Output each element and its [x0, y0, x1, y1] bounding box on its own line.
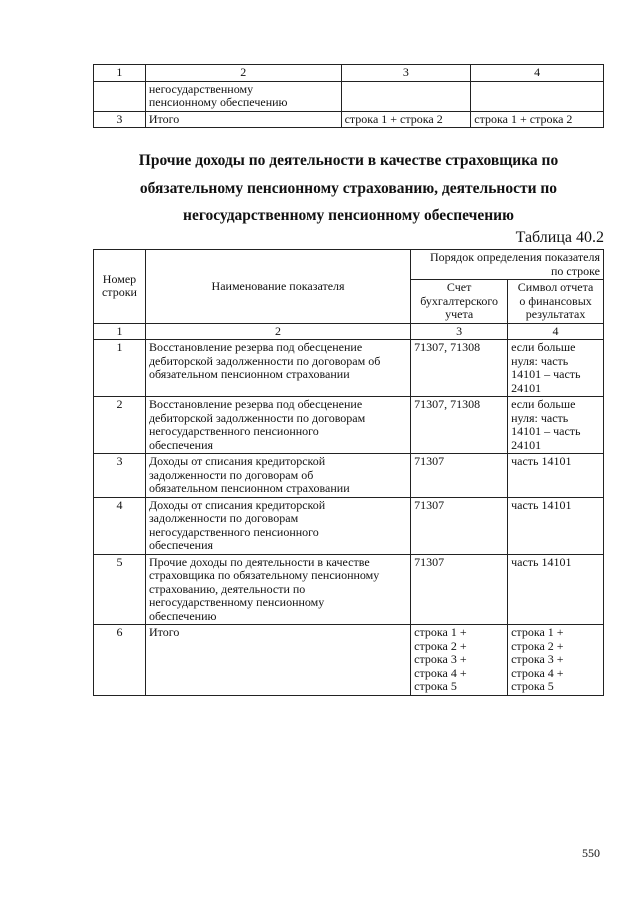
section-title-line: Прочие доходы по деятельности в качестве страховщика по — [138, 152, 559, 169]
symbol-cell: если больше нуля: часть 14101 – часть 24101 — [508, 397, 604, 454]
row-number-cell: 2 — [94, 397, 146, 454]
account-cell: 71307, 71308 — [411, 397, 508, 454]
table-row — [94, 497, 604, 554]
indicator-name-cell: Доходы от списания кредиторской задолженности по договорам об обязательном пенсионном страховании — [145, 454, 410, 498]
row-number-cell: 6 — [94, 625, 146, 696]
account-cell: 71307 — [411, 454, 508, 498]
header-account: Счет бухгалтерского учета — [411, 280, 508, 324]
column-number: 4 — [508, 323, 604, 340]
indicator-name-cell: негосударственному пенсионному обеспечению — [145, 81, 341, 111]
account-cell: 71307 — [411, 554, 508, 625]
indicator-name-cell: Восстановление резерва под обесценение дебиторской задолженности по договорам негосударственного пенсионного обеспечения — [145, 397, 410, 454]
symbol-cell: часть 14101 — [508, 454, 604, 498]
account-cell: строка 1 + строка 2 + строка 3 + строка 4 + строка 5 — [411, 625, 508, 696]
table-row — [94, 111, 604, 128]
symbol-cell: часть 14101 — [508, 554, 604, 625]
table-row — [94, 397, 604, 454]
column-number: 2 — [145, 65, 341, 82]
table-row — [94, 625, 604, 696]
account-cell: 71307, 71308 — [411, 340, 508, 397]
table-row — [94, 81, 604, 111]
page-number: 550 — [582, 846, 600, 860]
column-number: 4 — [471, 65, 604, 82]
row-number-cell: 4 — [94, 497, 146, 554]
continued-table — [93, 64, 604, 128]
header-indicator-name: Наименование показателя — [145, 250, 410, 324]
indicators-table — [93, 249, 604, 696]
column-number: 1 — [94, 323, 146, 340]
table-row — [94, 340, 604, 397]
row-number-cell: 3 — [94, 111, 146, 128]
indicator-name-cell: Прочие доходы по деятельности в качестве страховщика по обязательному пенсионному страхованию, деятельности по негосударственному пенсионному обеспечению — [145, 554, 410, 625]
indicator-name-cell: Доходы от списания кредиторской задолженности по договорам негосударственного пенсионного обеспечения — [145, 497, 410, 554]
table-caption: Таблица 40.2 — [515, 229, 604, 246]
account-cell: строка 1 + строка 2 — [341, 111, 471, 128]
table-column-numbers-row — [94, 323, 604, 340]
table-row — [94, 554, 604, 625]
symbol-cell: строка 1 + строка 2 + строка 3 + строка 4 + строка 5 — [508, 625, 604, 696]
column-number: 2 — [145, 323, 410, 340]
symbol-cell — [471, 81, 604, 111]
indicator-name-cell: Восстановление резерва под обесценение дебиторской задолженности по договорам об обязательном пенсионном страховании — [145, 340, 410, 397]
table-row — [94, 454, 604, 498]
account-cell: 71307 — [411, 497, 508, 554]
row-number-cell: 5 — [94, 554, 146, 625]
section-title-line: негосударственному пенсионному обеспечению — [183, 207, 514, 224]
row-number-cell: 1 — [94, 340, 146, 397]
symbol-cell: часть 14101 — [508, 497, 604, 554]
column-number: 1 — [94, 65, 146, 82]
header-symbol: Символ отчета о финансовых результатах — [508, 280, 604, 324]
account-cell — [341, 81, 471, 111]
column-number: 3 — [411, 323, 508, 340]
row-number-cell: 3 — [94, 454, 146, 498]
table-column-numbers-row — [94, 65, 604, 82]
symbol-cell: если больше нуля: часть 14101 – часть 24101 — [508, 340, 604, 397]
indicator-name-cell: Итого — [145, 111, 341, 128]
column-number: 3 — [341, 65, 471, 82]
indicator-name-cell: Итого — [145, 625, 410, 696]
header-row-number: Номер строки — [94, 250, 146, 324]
table-header-row — [94, 250, 604, 280]
section-title-line: обязательному пенсионному страхованию, деятельности по — [139, 180, 558, 197]
header-order-group: Порядок определения показателя по строке — [411, 250, 604, 280]
row-number-cell — [94, 81, 146, 111]
symbol-cell: строка 1 + строка 2 — [471, 111, 604, 128]
